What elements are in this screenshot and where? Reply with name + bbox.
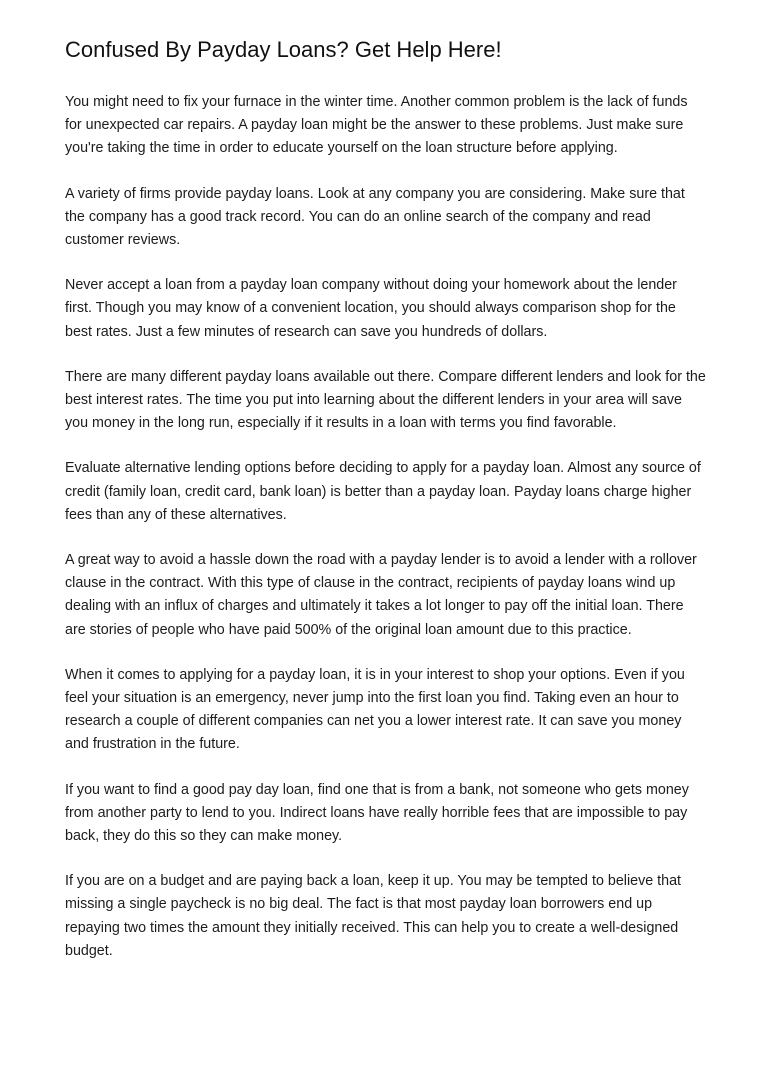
paragraph-shop-options: When it comes to applying for a payday loan, it is in your interest to shop your options. Even if you feel your situation is an emergency, never jump into the first loan you find. Taking even an hour to research a couple of different companies can net you a lower interest rate. It can save you money and frustration in the future. bbox=[65, 666, 685, 753]
page-title: Confused By Payday Loans? Get Help Here! bbox=[65, 37, 502, 62]
paragraph-budget: If you are on a budget and are paying back a loan, keep it up. You may be tempted to believe that missing a single paycheck is no big deal. The fact is that most payday loan borrowers end up repaying two times the amount they initially received. This can help you to create a well-designed budget. bbox=[65, 873, 681, 959]
paragraph-bank-loan: If you want to find a good pay day loan, find one that is from a bank, not someone who gets money from another party to lend to you. Indirect loans have really horrible fees that are impossible to pay back, they do this so they can make money. bbox=[65, 781, 689, 845]
paragraph-furnace-repairs: You might need to fix your furnace in the winter time. Another common problem is the lack of funds for unexpected car repairs. A payday loan might be the answer to these problems. Just make sure you're taking the time in order to educate yourself on the loan structure before applying. bbox=[65, 94, 688, 157]
paragraph-rollover-clause: A great way to avoid a hassle down the road with a payday lender is to avoid a lender with a rollover clause in the contract. With this type of clause in the contract, recipients of payday loans wind up dealing with an influx of charges and ultimately it takes a lot longer to pay off the initial loan. There are stories of people who have paid 500% of the original loan amount due to this practice. bbox=[65, 552, 697, 638]
paragraph-compare-lenders: There are many different payday loans available out there. Compare different lenders and look for the best interest rates. The time you put into learning about the different lenders in your area will save you money in the long run, especially if it results in a loan with terms you find favorable. bbox=[65, 368, 706, 432]
paragraph-comparison-shop: Never accept a loan from a payday loan company without doing your homework about the lender first. Though you may know of a convenient location, you should always comparison shop for the best rates. Just a few minutes of research can save you hundreds of dollars. bbox=[65, 277, 677, 340]
paragraph-alternative-options: Evaluate alternative lending options before deciding to apply for a payday loan. Almost any source of credit (family loan, credit card, bank loan) is better than a payday loan. Payday loans charge higher fees than any of these alternatives. bbox=[65, 460, 701, 523]
paragraph-research-firms: A variety of firms provide payday loans. Look at any company you are considering. Make sure that the company has a good track record. You can do an online search of the company and read customer reviews. bbox=[65, 185, 685, 249]
